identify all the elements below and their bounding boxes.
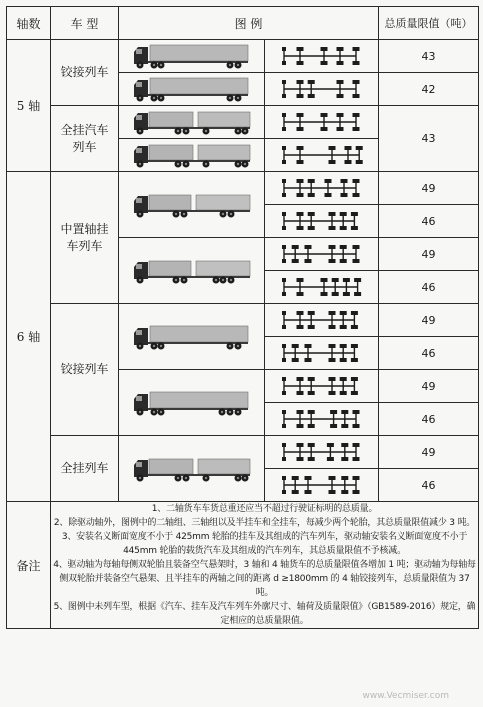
drawbar-truck-image	[130, 141, 254, 169]
axle-layout-icon	[276, 343, 368, 363]
weight-limit: 49	[379, 436, 479, 469]
table-row	[7, 172, 479, 205]
axle-diagram-cell	[265, 337, 379, 370]
note-item: 1、二轴货车车货总重还应当不超过行驶证标明的总质量。	[151, 504, 378, 514]
table-row	[7, 106, 479, 139]
weight-limit: 46	[379, 337, 479, 370]
table-row	[7, 40, 479, 73]
vehicle-type-center-axle	[51, 172, 119, 304]
weight-limit: 46	[379, 205, 479, 238]
axle-diagram-cell	[265, 370, 379, 403]
vehicle-type-full-trailer: 全挂列车	[51, 436, 119, 502]
truck-image-cell	[119, 370, 265, 436]
weight-limit: 46	[379, 469, 479, 502]
header-axles: 轴数	[7, 7, 51, 40]
axle-diagram-cell	[265, 106, 379, 139]
axle-layout-icon	[276, 475, 368, 495]
axle-layout-icon	[276, 112, 368, 132]
axle-layout-icon	[276, 409, 368, 429]
axle-diagram-cell	[265, 271, 379, 304]
notes-content	[51, 502, 479, 629]
notes-label: 备注	[7, 502, 51, 629]
axle-layout-icon	[276, 145, 368, 165]
axle-count-5: 5 轴	[7, 40, 51, 172]
articulated-truck-image	[130, 75, 254, 103]
center-axle-truck-image	[130, 257, 254, 285]
truck-image-cell	[119, 304, 265, 370]
axle-diagram-cell	[265, 238, 379, 271]
header-diagram: 图 例	[119, 7, 379, 40]
vehicle-type-articulated: 铰接列车	[51, 40, 119, 106]
truck-image-cell	[119, 106, 265, 139]
weight-limit: 49	[379, 304, 479, 337]
truck-image-cell	[119, 139, 265, 172]
truck-image-cell	[119, 436, 265, 502]
axle-diagram-cell	[265, 436, 379, 469]
weight-limit: 43	[379, 40, 479, 73]
weight-limit: 46	[379, 403, 479, 436]
axle-layout-icon	[276, 277, 368, 297]
axle-diagram-cell	[265, 205, 379, 238]
note-item: 2、除驱动轴外，图例中的二轴组、三轴组以及半挂车和全挂车，每减少两个轮胎，其总质量限值减少 3 吨。	[53, 518, 476, 528]
axle-diagram-cell	[265, 469, 379, 502]
watermark: www.Vecmiser.com	[362, 691, 449, 701]
truck-image-cell	[119, 40, 265, 73]
weight-limit: 46	[379, 271, 479, 304]
axle-count-6: 6 轴	[7, 172, 51, 502]
articulated-truck-image	[130, 42, 254, 70]
axle-layout-icon	[276, 211, 368, 231]
axle-layout-icon	[276, 46, 368, 66]
axle-diagram-cell	[265, 172, 379, 205]
axle-diagram-cell	[265, 73, 379, 106]
center-axle-truck-image	[130, 191, 254, 219]
axle-diagram-cell	[265, 139, 379, 172]
axle-layout-icon	[276, 442, 368, 462]
axle-layout-icon	[276, 244, 368, 264]
note-item: 5、图例中未列车型，根据《汽车、挂车及汽车列车外廓尺寸、轴荷及质量限值》（GB1589-2016）规定，确定相应的总质量限值。	[53, 602, 476, 626]
note-item: 3、安装名义断面宽度不小于 425mm 轮胎的挂车及其组成的汽车列车，驱动轴安装名义断面宽度不小于 445mm 轮胎的载货汽车及其组成的汽车列车，其总质量限值不予核减。	[61, 532, 468, 556]
vehicle-type-articulated: 铰接列车	[51, 304, 119, 436]
table-row	[7, 304, 479, 337]
weight-limit: 42	[379, 73, 479, 106]
notes-row	[7, 502, 479, 629]
axle-diagram-cell	[265, 40, 379, 73]
axle-layout-icon	[276, 310, 368, 330]
header-row	[7, 7, 479, 40]
vehicle-type-label: 全挂汽车列车	[60, 122, 109, 154]
weight-limit: 43	[379, 106, 479, 172]
truck-image-cell	[119, 73, 265, 106]
header-limit: 总质量限值（吨）	[379, 7, 479, 40]
axle-diagram-cell	[265, 403, 379, 436]
axle-layout-icon	[276, 178, 368, 198]
vehicle-type-full-trailer	[51, 106, 119, 172]
vehicle-type-label: 中置轴挂车列车	[60, 221, 109, 253]
axle-layout-icon	[276, 79, 368, 99]
axle-diagram-cell	[265, 304, 379, 337]
weight-limit-table	[6, 6, 479, 629]
header-vehicle-type: 车 型	[51, 7, 119, 40]
weight-limit: 49	[379, 370, 479, 403]
articulated-truck-image	[130, 323, 254, 351]
drawbar-truck-image	[130, 108, 254, 136]
table-row	[7, 436, 479, 469]
note-item: 4、驱动轴为每轴每侧双轮胎且装备空气悬架时，3 轴和 4 轴货车的总质量限值各增加 1 吨；驱动轴为每轴每侧双轮胎并装备空气悬架、且半挂车的两轴之间的距离 d ≥1800mm 的 4 轴铰接列车，总质量限值为 37 吨。	[53, 560, 476, 598]
weight-limit: 49	[379, 238, 479, 271]
drawbar-truck-image	[130, 455, 254, 483]
axle-layout-icon	[276, 376, 368, 396]
weight-limit: 49	[379, 172, 479, 205]
truck-image-cell	[119, 172, 265, 238]
truck-image-cell	[119, 238, 265, 304]
articulated-truck-image	[130, 389, 254, 417]
